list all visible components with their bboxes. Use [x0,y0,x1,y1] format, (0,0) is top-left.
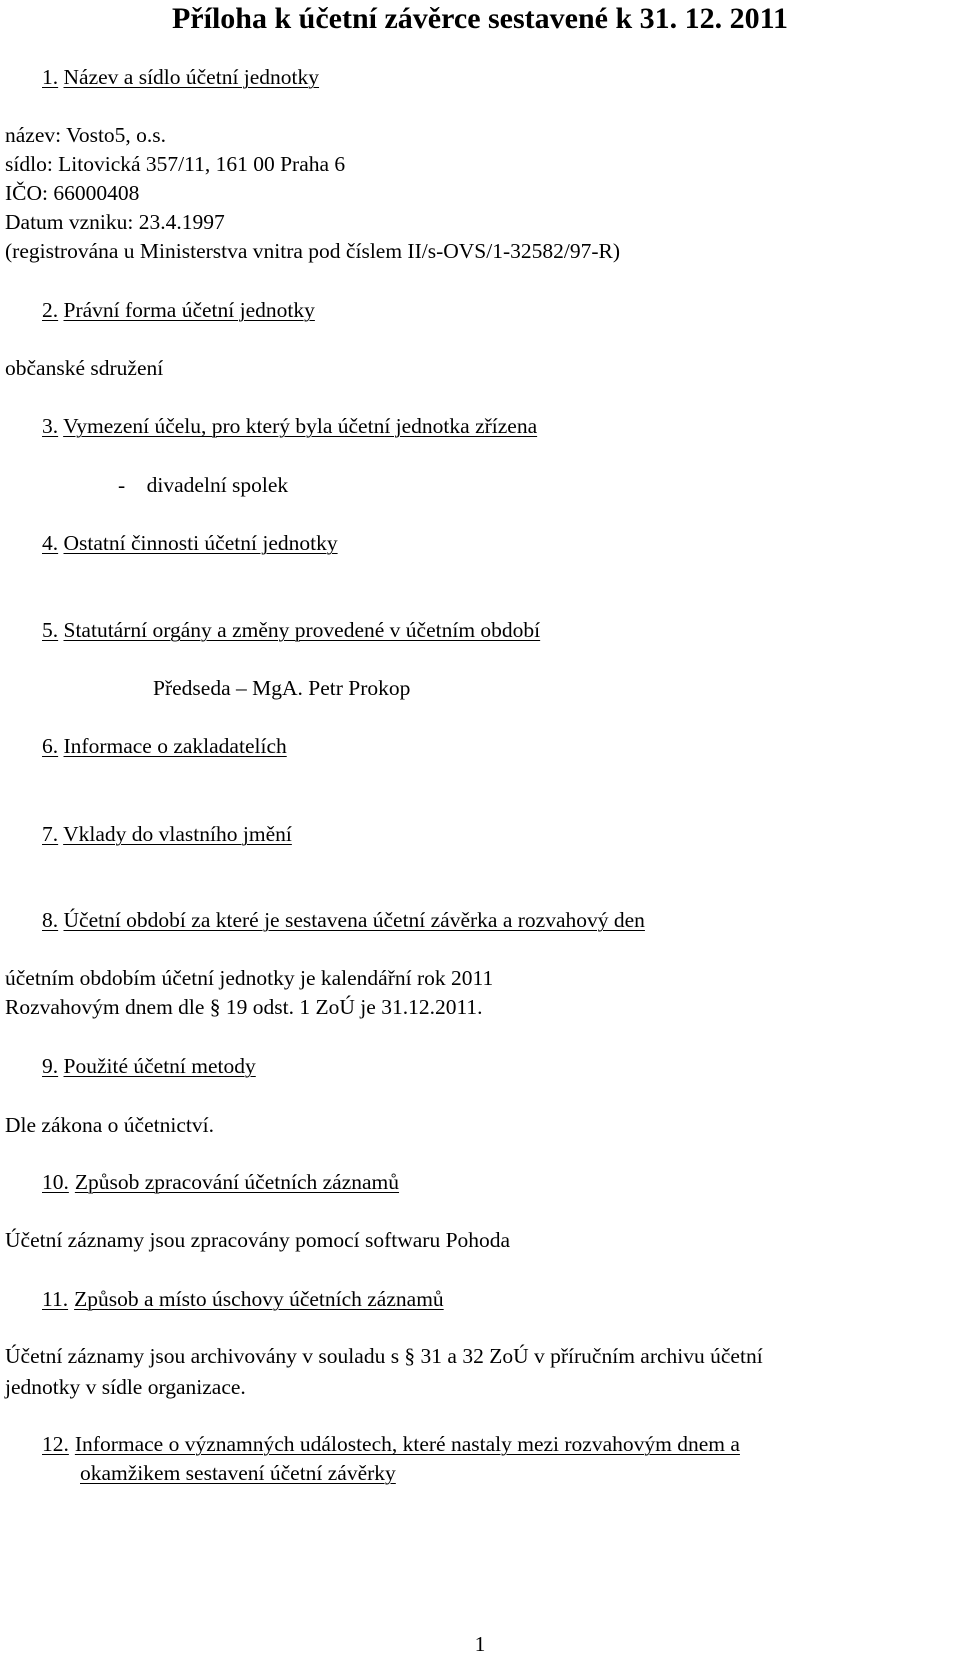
section-number: 8. [42,908,59,932]
section-number: 9. [42,1054,59,1078]
section-heading-4 [42,530,338,556]
section-number: 1. [42,65,59,89]
accounting-methods: Dle zákona o účetnictví. [5,1113,214,1137]
section-heading-12-line2 [80,1460,396,1486]
section-heading-12 [42,1431,740,1457]
section-title: Název a sídlo účetní jednotky [63,65,320,89]
section-title-continued: okamžikem sestavení účetní závěrky [80,1461,396,1485]
section-number: 2. [42,298,59,322]
section-title: Způsob a místo úschovy účetních záznamů [74,1287,444,1311]
entity-address: sídlo: Litovická 357/11, 161 00 Praha 6 [5,152,346,176]
document-title: Příloha k účetní závěrce sestavené k 31. 12. 2011 [171,2,789,35]
section-heading-5 [42,617,540,643]
section-heading-2 [42,297,315,323]
records-storage-line1: Účetní záznamy jsou archivovány v souladu s § 31 a 32 ZoÚ v příručním archivu účetní [5,1344,763,1368]
section-heading-6 [42,733,287,759]
section-heading-10 [42,1169,399,1195]
section-heading-7 [42,821,292,847]
section-title: Právní forma účetní jednotky [63,298,315,322]
section-title: Vymezení účelu, pro který byla účetní jednotka zřízena [63,414,538,438]
entity-founding-date: Datum vzniku: 23.4.1997 [5,210,225,234]
section-number: 7. [42,822,59,846]
section-number: 6. [42,734,59,758]
section-number: 3. [42,414,59,438]
section-heading-1 [42,64,319,90]
section-heading-9 [42,1053,256,1079]
chairman: Předseda – MgA. Petr Prokop [153,676,411,700]
purpose-item: - divadelní spolek [118,473,289,497]
section-number: 4. [42,531,59,555]
accounting-period: účetním obdobím účetní jednotky je kalendářní rok 2011 [5,966,494,990]
section-title: Informace o významných událostech, které nastaly mezi rozvahovým dnem a [74,1432,740,1456]
records-processing: Účetní záznamy jsou zpracovány pomocí softwaru Pohoda [5,1228,511,1252]
entity-ico: IČO: 66000408 [5,181,140,205]
entity-registration: (registrována u Ministerstva vnitra pod číslem II/s-OVS/1-32582/97-R) [5,239,621,263]
section-heading-11 [42,1286,444,1312]
balance-sheet-date: Rozvahovým dnem dle § 19 odst. 1 ZoÚ je 31.12.2011. [5,995,483,1019]
section-number: 10. [42,1170,69,1194]
section-heading-8 [42,907,645,933]
section-title: Použité účetní metody [63,1054,256,1078]
section-title: Vklady do vlastního jmění [63,822,292,846]
section-number: 11. [42,1287,69,1311]
section-heading-3 [42,413,537,439]
page-number: 1 [474,1632,486,1656]
section-title: Účetní období za které je sestavena účetní závěrka a rozvahový den [63,908,645,932]
legal-form: občanské sdružení [5,356,164,380]
entity-name: název: Vosto5, o.s. [5,123,167,147]
section-title: Statutární orgány a změny provedené v účetním období [63,618,541,642]
section-title: Ostatní činnosti účetní jednotky [63,531,338,555]
section-title: Informace o zakladatelích [63,734,287,758]
section-title: Způsob zpracování účetních záznamů [74,1170,400,1194]
records-storage-line2: jednotky v sídle organizace. [5,1375,246,1399]
section-number: 12. [42,1432,69,1456]
section-number: 5. [42,618,59,642]
